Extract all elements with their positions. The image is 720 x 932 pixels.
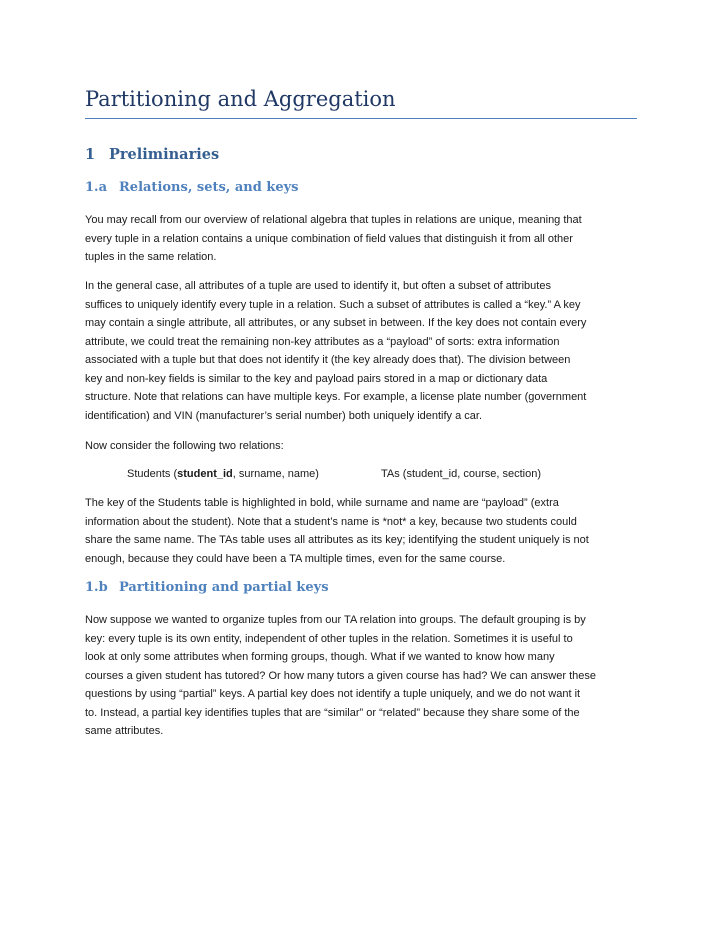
section-1a-heading	[85, 180, 298, 195]
text-line: Now consider the following two relations:	[85, 440, 284, 452]
section-1a-number: 1.a	[85, 180, 107, 195]
text-line: identification) and VIN (manufacturer’s serial number) both uniquely identify a car.	[85, 409, 483, 422]
text-line: In the general case, all attributes of a tuple are used to identify it, but often a subset of attributes	[85, 280, 551, 292]
section-1b-title: Partitioning and partial keys	[119, 580, 329, 595]
text-line: questions by using “partial” keys. A partial key does not identify a tuple uniquely, and we do not want it	[85, 688, 581, 700]
section-1-title: Preliminaries	[109, 146, 220, 163]
text-line: key and non-key fields is similar to the key and payload pairs stored in a map or dictionary data	[85, 372, 548, 385]
relation-students-key: student_id	[177, 468, 233, 480]
section-1b-heading	[85, 580, 329, 595]
text-line: structure. Note that relations can have multiple keys. For example, a license plate number (government	[85, 391, 587, 403]
text-line: key: every tuple is its own entity, independent of other tuples in the relation. Sometimes it is useful to	[85, 632, 573, 645]
paragraph-keys	[85, 277, 637, 425]
text-line: every tuple in a relation contains a unique combination of field values that distinguish it from all other	[85, 232, 573, 245]
text-line: Now suppose we wanted to organize tuples from our TA relation into groups. The default grouping is by	[85, 614, 586, 626]
paragraph-students-key	[85, 494, 637, 568]
section-1-number: 1	[85, 146, 96, 163]
relation-students	[127, 468, 319, 480]
section-1-heading	[85, 146, 219, 163]
text-line: to. Instead, a partial key identifies tuples that are “similar” or “related” because they share some of the	[85, 706, 580, 719]
text-line: attribute, we could treat the remaining non-key attributes as a “payload” of sorts: extra information	[85, 335, 560, 348]
relation-definitions	[127, 465, 541, 483]
text-line: information about the student). Note that a student’s name is *not* a key, because two students could	[85, 515, 577, 528]
text-line: may contain a single attribute, all attributes, or any subset in between. If the key does not contain every	[85, 317, 587, 329]
text-line: enough, because they could have been a TA multiple times, even for the same course.	[85, 552, 506, 565]
text-line: share the same name. The TAs table uses all attributes as its key; identifying the student uniquely is not	[85, 534, 589, 546]
relation-students-prefix: Students (	[127, 468, 178, 480]
paragraph-partial-keys	[85, 611, 637, 741]
paragraph-tuples-unique	[85, 211, 637, 267]
paragraph-consider-relations	[85, 437, 637, 456]
relation-students-suffix: , surname, name)	[232, 468, 319, 480]
text-line: The key of the Students table is highlighted in bold, while surname and name are “payload” (extra	[85, 497, 559, 509]
text-line: associated with a tuple but that does not identify it (the key already does that). The division between	[85, 354, 571, 366]
text-line: courses a given student has tutored? Or how many tutors a given course has had? We can answer these	[85, 669, 596, 682]
section-1b-number: 1.b	[85, 580, 108, 595]
text-line: suffices to uniquely identify every tuple in a relation. Such a subset of attributes is called a “key.” A key	[85, 298, 581, 311]
relation-tas: TAs (student_id, course, section)	[381, 468, 541, 480]
document-title: Partitioning and Aggregation	[85, 84, 637, 119]
section-1a-title: Relations, sets, and keys	[119, 180, 299, 195]
text-line: You may recall from our overview of relational algebra that tuples in relations are unique, meaning that	[85, 214, 582, 226]
text-line: same attributes.	[85, 725, 164, 737]
text-line: tuples in the same relation.	[85, 251, 217, 263]
text-line: look at only some attributes when forming groups, though. What if we wanted to know how many	[85, 651, 555, 663]
